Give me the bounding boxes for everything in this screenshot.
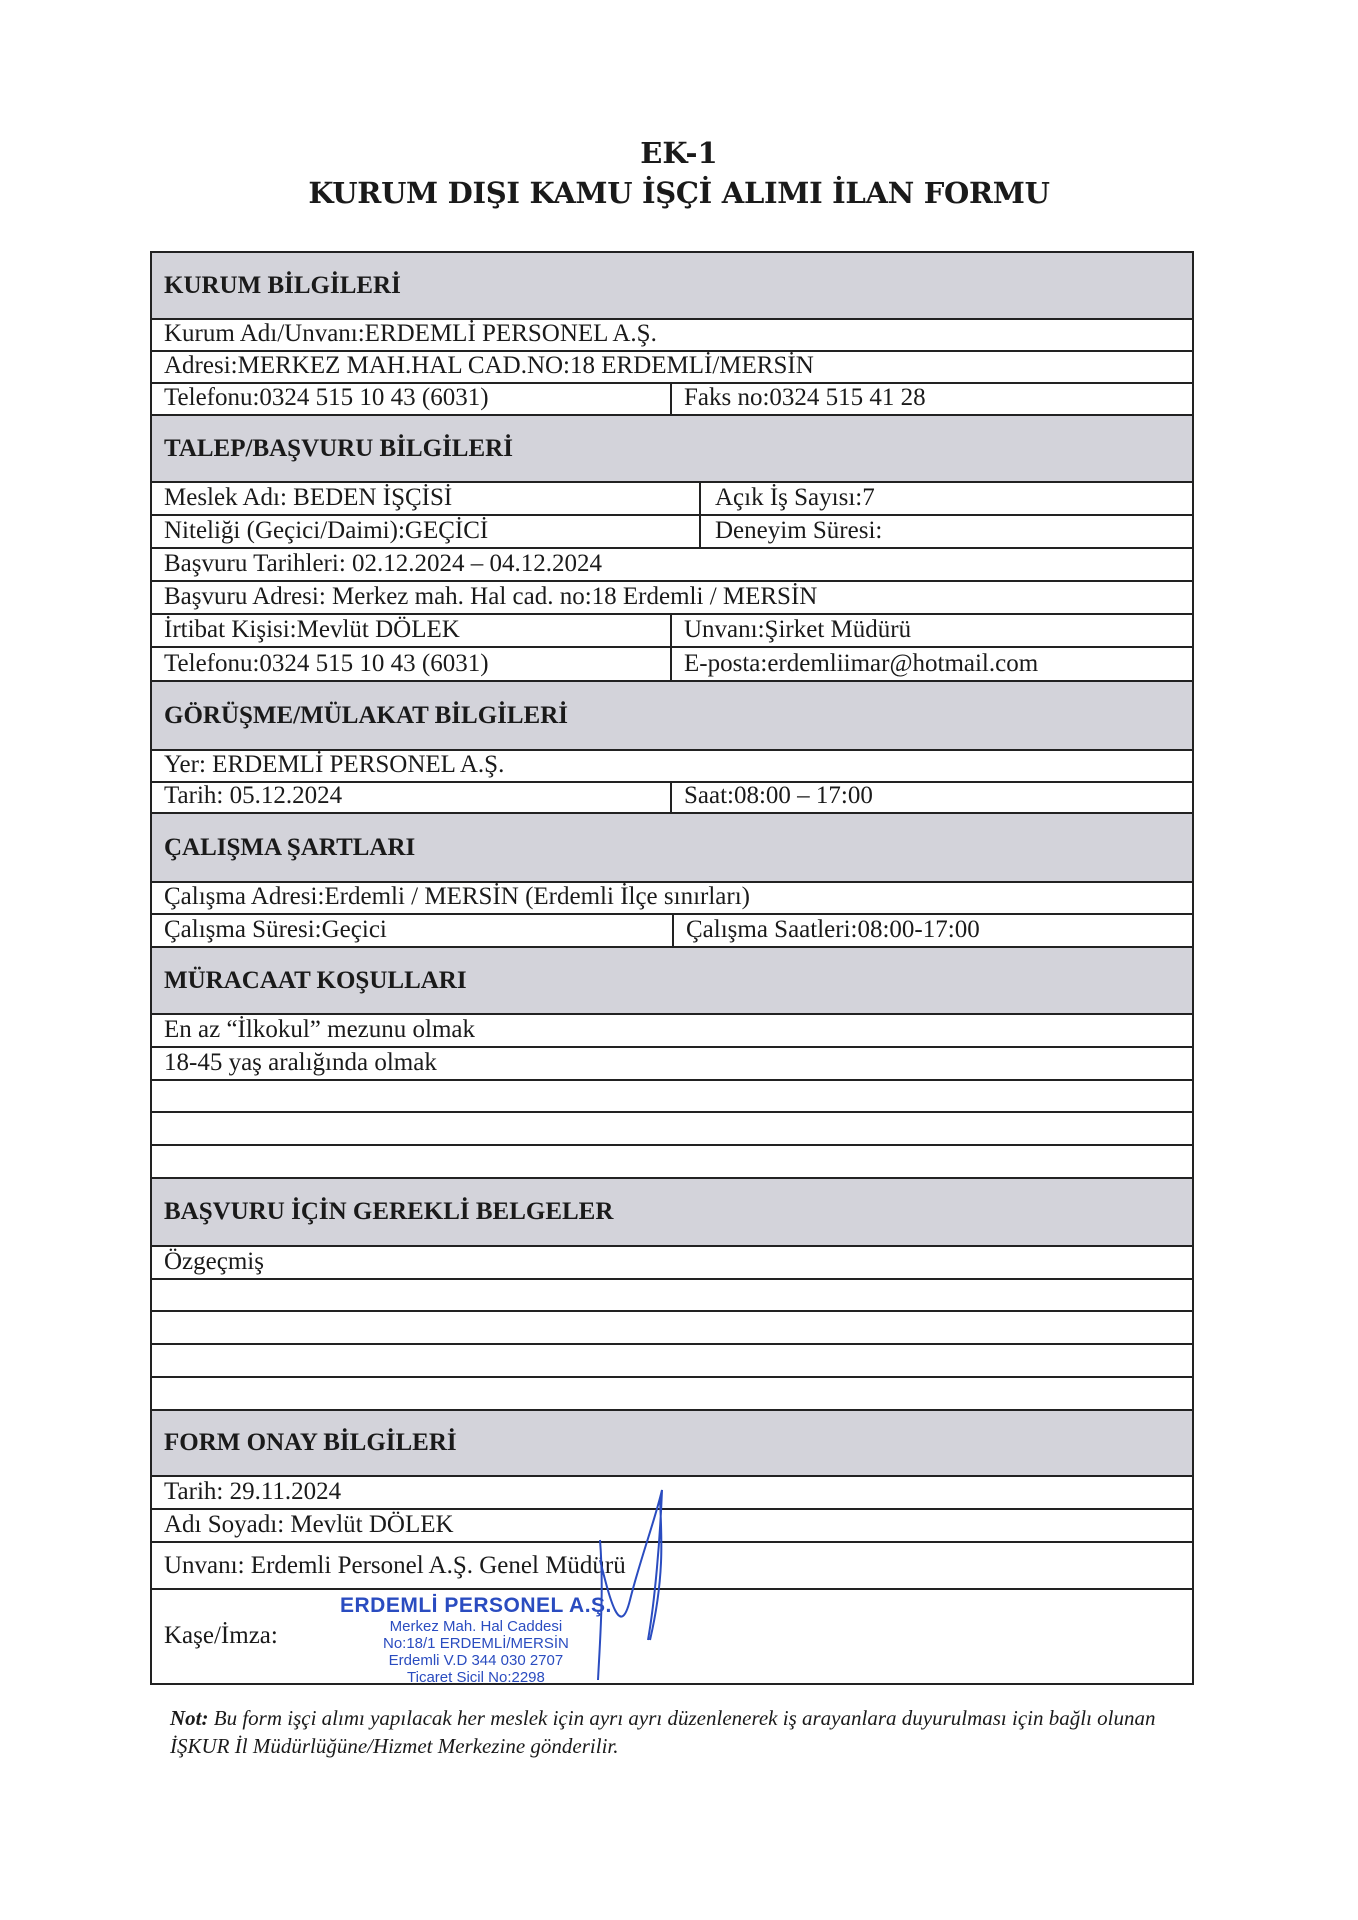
gorusme-tarih: Tarih: 05.12.2024 (164, 782, 343, 809)
stamp-tax: Erdemli V.D 344 030 2707 (388, 1652, 564, 1669)
announcement-form (150, 251, 1194, 1685)
section-muracaat-header: MÜRACAAT KOŞULLARI (152, 948, 1192, 1015)
note-label: Not: (170, 1706, 209, 1730)
form-code: EK-1 (640, 136, 718, 170)
kurum-adi: Kurum Adı/Unvanı:ERDEMLİ PERSONEL A.Ş. (164, 320, 657, 347)
irtibat-eposta: E-posta:erdemliimar@hotmail.com (670, 648, 1038, 680)
calisma-adresi: Çalışma Adresi:Erdemli / MERSİN (Erdemli İlçe sınırları) (164, 883, 750, 910)
section-belgeler-header: BAŞVURU İÇİN GEREKLİ BELGELER (152, 1179, 1192, 1247)
company-stamp (340, 1594, 612, 1686)
stamp-address: Merkez Mah. Hal Caddesi (389, 1618, 563, 1635)
section-calisma-header: ÇALIŞMA ŞARTLARI (152, 814, 1192, 883)
acik-is-sayisi: Açık İş Sayısı:7 (699, 483, 875, 514)
calisma-suresi: Çalışma Süresi:Geçici (164, 916, 387, 943)
stamp-address-2: No:18/1 ERDEMLİ/MERSİN (382, 1635, 569, 1652)
basvuru-tarihleri: Başvuru Tarihleri: 02.12.2024 – 04.12.2024 (164, 550, 603, 577)
muracaat-item (152, 1081, 164, 1111)
form-title: KURUM DIŞI KAMU İŞÇİ ALIMI İLAN FORMU (308, 176, 1050, 210)
section-kurum-header: KURUM BİLGİLERİ (152, 253, 1192, 320)
basvuru-adresi: Başvuru Adresi: Merkez mah. Hal cad. no:18 Erdemli / MERSİN (164, 583, 818, 610)
kase-imza-label: Kaşe/İmza: (164, 1621, 278, 1649)
calisma-saatleri: Çalışma Saatleri:08:00-17:00 (672, 915, 980, 946)
irtibat-kisisi: İrtibat Kişisi:Mevlüt DÖLEK (164, 616, 460, 643)
belge-item (152, 1312, 164, 1343)
irtibat-telefon: Telefonu:0324 515 10 43 (6031) (164, 650, 489, 677)
gorusme-yer: Yer: ERDEMLİ PERSONEL A.Ş. (164, 751, 505, 778)
belge-item (152, 1280, 164, 1310)
muracaat-item: 18-45 yaş aralığında olmak (164, 1049, 437, 1076)
belge-item: Özgeçmiş (164, 1248, 264, 1275)
stamp-registry: Ticaret Sicil No:2298 (407, 1669, 545, 1686)
section-onay-header: FORM ONAY BİLGİLERİ (152, 1411, 1192, 1477)
belge-item (152, 1378, 164, 1409)
onay-adi-soyadi: Adı Soyadı: Mevlüt DÖLEK (164, 1511, 454, 1538)
deneyim-suresi: Deneyim Süresi: (699, 516, 882, 547)
footnote (170, 1704, 1220, 1760)
kurum-telefon: Telefonu:0324 515 10 43 (6031) (164, 384, 489, 411)
gorusme-saat: Saat:08:00 – 17:00 (670, 783, 873, 812)
muracaat-item: En az “İlkokul” mezunu olmak (164, 1016, 475, 1043)
note-text: Bu form işçi alımı yapılacak her meslek için ayrı ayrı düzenlenerek iş arayanlara duyurulması için bağlı olunan İŞKUR İl Müdürlüğüne/Hizmet Merkezine gönderilir. (170, 1706, 1156, 1758)
section-gorusme-header: GÖRÜŞME/MÜLAKAT BİLGİLERİ (152, 682, 1192, 751)
irtibat-unvan: Unvanı:Şirket Müdürü (670, 615, 911, 646)
section-talep-header: TALEP/BAŞVURU BİLGİLERİ (152, 416, 1192, 483)
meslek-adi: Meslek Adı: BEDEN İŞÇİSİ (164, 484, 453, 511)
belge-item (152, 1345, 164, 1376)
onay-tarih: Tarih: 29.11.2024 (164, 1478, 342, 1505)
muracaat-item (152, 1146, 164, 1177)
muracaat-item (152, 1113, 164, 1144)
kurum-adres: Adresi:MERKEZ MAH.HAL CAD.NO:18 ERDEMLİ/MERSİN (164, 352, 814, 379)
onay-unvan: Unvanı: Erdemli Personel A.Ş. Genel Müdürü (164, 1552, 626, 1579)
stamp-company: ERDEMLİ PERSONEL A.Ş. (340, 1594, 612, 1617)
niteligi: Niteliği (Geçici/Daimi):GEÇİCİ (164, 517, 489, 544)
kurum-faks: Faks no:0324 515 41 28 (670, 384, 926, 414)
